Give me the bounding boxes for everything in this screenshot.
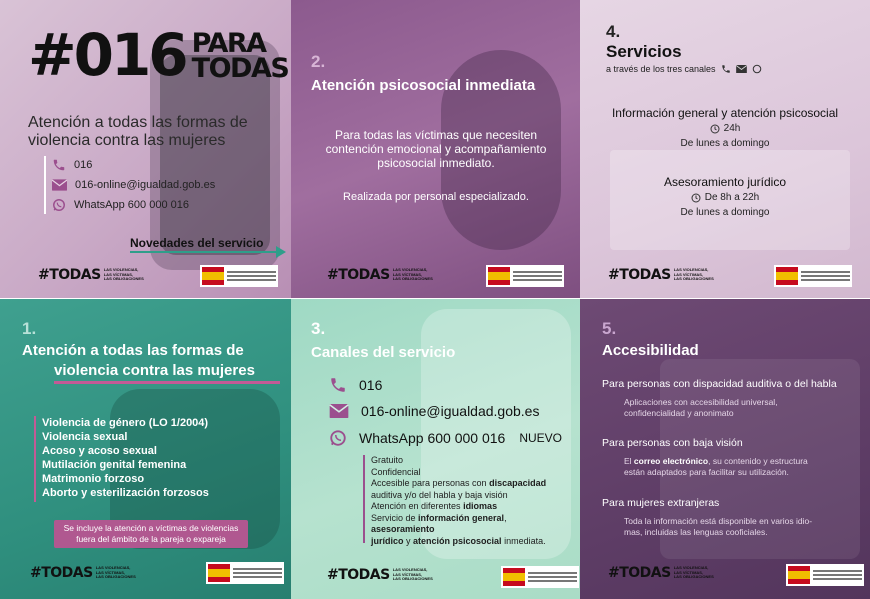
whatsapp-icon: [52, 198, 66, 212]
p1-email-text[interactable]: 016-online@igualdad.gob.es: [75, 179, 216, 191]
p4-item: Aborto y esterilización forzosos: [42, 487, 209, 499]
panel1-subtitle: Atención a todas las formas de violencia contra las mujeres: [28, 114, 248, 149]
todas-logo: #TODAS LAS VIOLENCIAS, LAS VÍCTIMAS, LAS OBLIGACIONES: [608, 267, 714, 283]
p6-text-2: El correo electrónico, su contenido y estructura están adaptados para facilitar su utilización.: [624, 456, 808, 477]
p4-item: Violencia sexual: [42, 431, 128, 443]
p1-phone-text[interactable]: 016: [74, 159, 93, 171]
p3-service2-time: De 8h a 22h: [704, 192, 760, 203]
p3-number: 4.: [606, 22, 621, 41]
p6-heading-3: Para mujeres extranjeras: [602, 497, 720, 509]
p4-title-line2: violencia contra las mujeres: [54, 362, 255, 379]
p6-heading-2: Para personas con baja visión: [602, 437, 743, 449]
arrow-right-icon: [276, 246, 286, 258]
para-text: PARA: [191, 28, 266, 59]
todas-logo: #TODAS LAS VIOLENCIAS, LAS VÍCTIMAS, LAS OBLIGACIONES: [608, 565, 714, 581]
phone-icon: [52, 158, 66, 172]
panel-atencion-psicosocial: [291, 0, 580, 298]
p4-title-underline: [54, 381, 280, 384]
p6-text-3: Toda la información está disponible en varios idio- mas, incluidas las lenguas cooficiales.: [624, 516, 813, 537]
p5-number: 3.: [311, 319, 326, 338]
p6-title: Accesibilidad: [602, 342, 699, 359]
novedades-arrow-line: [130, 251, 278, 253]
todas-logo: #TODAS LAS VIOLENCIAS, LAS VÍCTIMAS, LAS OBLIGACIONES: [30, 565, 136, 581]
clock-icon: [710, 124, 720, 134]
p1-whatsapp-row: [52, 198, 189, 212]
p3-subtitle-row: [606, 64, 762, 74]
p4-item: Matrimonio forzoso: [42, 473, 145, 485]
todas-logo: [38, 267, 148, 283]
p1-email-row: [52, 179, 215, 191]
p5-feature-list: [371, 455, 571, 547]
panel-016-para-todas: [0, 0, 291, 298]
p3-service2-title: Asesoramiento jurídico: [663, 175, 787, 189]
p6-number: 5.: [602, 319, 617, 338]
government-logo: [774, 265, 852, 287]
panel-servicios: [580, 0, 870, 298]
government-logo: [486, 265, 564, 287]
p5-title: Canales del servicio: [311, 344, 456, 361]
p5-feature-services-2: jurídico y atención psicosocial inmediata.: [371, 535, 546, 546]
p1-phone-row: [52, 158, 92, 172]
p5-email-text[interactable]: 016-online@igualdad.gob.es: [361, 403, 540, 419]
government-logo: [786, 564, 864, 586]
phone-icon: [329, 376, 347, 394]
p5-phone-text[interactable]: 016: [359, 377, 383, 393]
contact-divider: [44, 156, 46, 214]
p2-note: Realizada por personal especializado.: [343, 191, 529, 203]
clock-icon: [691, 193, 701, 203]
p5-nuevo-badge: NUEVO: [519, 431, 563, 445]
p6-text-1: Aplicaciones con accesibilidad universal, confidencialidad y anonimato: [624, 397, 778, 418]
p3-service1-time: 24h: [723, 123, 741, 134]
envelope-icon: [52, 179, 67, 191]
p5-feature-free: Gratuito: [371, 455, 404, 465]
p2-title: Atención psicosocial inmediata: [311, 77, 536, 94]
p3-service2-days: De lunes a domingo: [680, 207, 770, 218]
envelope-icon: [736, 65, 747, 73]
p4-list-bar: [34, 416, 36, 502]
p5-email-row: [329, 403, 539, 419]
p4-note-box: [54, 520, 248, 548]
main-hashtag: [28, 21, 289, 89]
p5-feature-languages: Atención en diferentes idiomas: [371, 501, 498, 511]
p1-whatsapp-text[interactable]: WhatsApp 600 000 016: [74, 199, 189, 211]
government-logo: [200, 265, 278, 287]
p3-service1-days: De lunes a domingo: [680, 138, 770, 149]
government-logo: [206, 562, 284, 584]
panel-accesibilidad: [580, 299, 870, 599]
p3-subtitle: a través de los tres canales: [606, 64, 716, 74]
p5-whatsapp-row: [329, 429, 562, 447]
todas-logo-big: #TODAS: [38, 267, 101, 283]
hashtag-016: #016: [28, 21, 186, 89]
p4-item: Violencia de género (LO 1/2004): [42, 417, 209, 429]
p4-number: 1.: [22, 319, 37, 338]
p3-service1-time-row: [590, 123, 860, 134]
novedades-text[interactable]: Novedades del servicio: [130, 236, 264, 250]
panel-canales-servicio: [291, 299, 580, 599]
p5-whatsapp-text[interactable]: WhatsApp 600 000 016: [359, 430, 506, 446]
phone-icon: [721, 64, 731, 74]
whatsapp-icon: [752, 64, 762, 74]
whatsapp-icon: [329, 429, 347, 447]
p2-body: Para todas las víctimas que necesiten contención emocional y acompañamiento psicosocial inmediato.: [325, 128, 547, 170]
todas-logo: #TODAS LAS VIOLENCIAS, LAS VÍCTIMAS, LAS OBLIGACIONES: [327, 267, 433, 283]
p3-service2-time-row: [590, 192, 860, 203]
p3-service1-title: Información general y atención psicosocial: [611, 106, 839, 120]
panel-formas-violencia: [0, 299, 291, 599]
government-logo: [501, 566, 579, 588]
p5-phone-row: [329, 376, 382, 394]
p4-item: Acoso y acoso sexual: [42, 445, 157, 457]
p4-note-line2: fuera del ámbito de la pareja o expareja: [76, 534, 226, 544]
todas-logo-small: LAS VIOLENCIAS, LAS VÍCTIMAS, LAS OBLIGACIONES: [103, 267, 144, 282]
p6-heading-1: Para personas con dispacidad auditiva o del habla: [602, 378, 837, 390]
p4-item: Mutilación genital femenina: [42, 459, 187, 471]
p3-title: Servicios: [606, 42, 682, 61]
p5-feature-accessible: Accesible para personas con discapacidad: [371, 478, 547, 488]
p2-number: 2.: [311, 52, 326, 71]
todas-text: TODAS: [191, 53, 289, 84]
envelope-icon: [329, 404, 349, 418]
p5-feature-services: Servicio de información general, asesoramiento: [371, 512, 507, 534]
p5-feature-bar: [363, 455, 365, 543]
novedades-link[interactable]: [130, 234, 263, 252]
p4-note-line1: Se incluye la atención a víctimas de violencias: [63, 523, 239, 533]
p5-feature-confidential: Confidencial: [371, 466, 421, 477]
todas-logo: #TODAS LAS VIOLENCIAS, LAS VÍCTIMAS, LAS OBLIGACIONES: [327, 567, 433, 583]
p5-feature-accessible-2: auditiva y/o del habla y baja visión: [371, 489, 508, 500]
p4-title-line1: Atención a todas las formas de: [22, 342, 244, 359]
para-todas: [191, 28, 289, 84]
p4-violence-list: [42, 416, 209, 500]
